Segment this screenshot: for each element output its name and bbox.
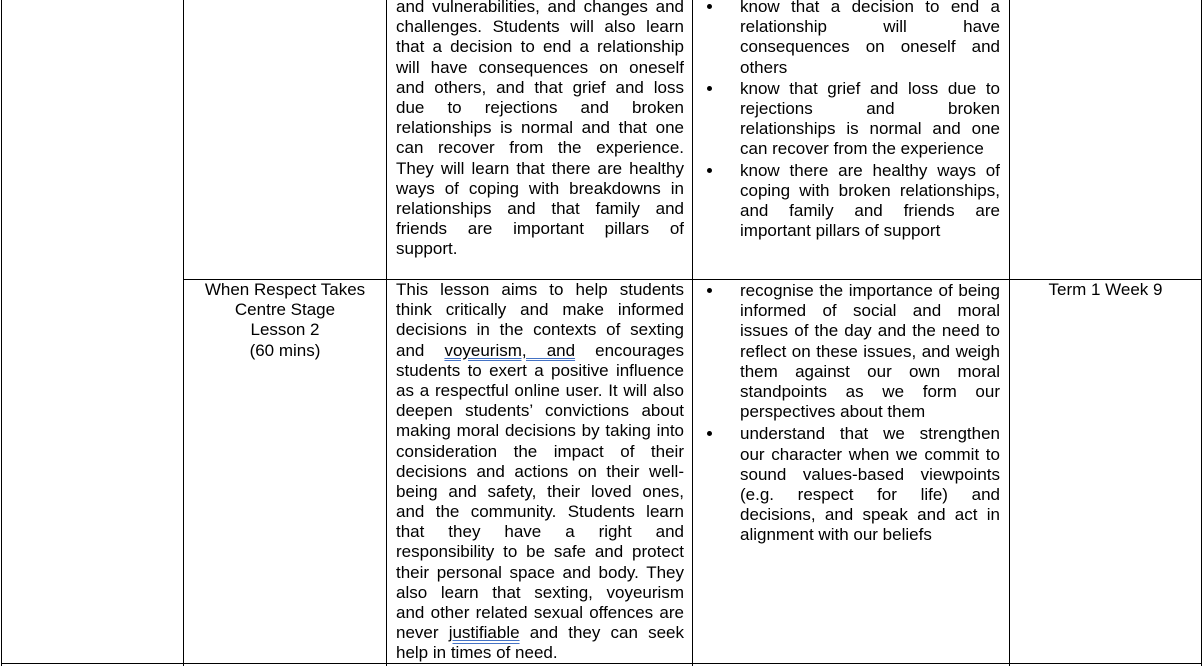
- desc-line: relationships and that family and: [396, 198, 684, 218]
- lesson-timing: [1010, 280, 1201, 300]
- desc-line: help in times of need.: [396, 643, 558, 663]
- desc-line: decisions in the contexts of sexting: [396, 320, 684, 340]
- desc-line: students to exert a positive influence: [396, 360, 684, 380]
- desc-line: think critically and make informed: [396, 300, 684, 320]
- outcome-line: know there are healthy ways of: [740, 160, 1000, 180]
- outcome-line: informed of social and moral: [740, 301, 1000, 321]
- desc-line: challenges. Students will also learn: [396, 17, 684, 37]
- bullet-icon: [707, 4, 712, 9]
- desc-line: that a decision to end a relationship: [396, 37, 684, 57]
- outcome-line: others: [740, 57, 788, 77]
- outcome-line: can recover from the experience: [740, 139, 984, 159]
- desc-line: and other related sexual offences are: [396, 603, 684, 622]
- outcome-line: sound values-based viewpoints: [740, 464, 1000, 484]
- title-line: Centre Stage: [234, 300, 336, 320]
- desc-line-justifiable: never justifiable and they can seek: [396, 623, 684, 643]
- title-line: (60 mins): [249, 340, 321, 360]
- outcome-line: relationship will have: [740, 17, 1000, 37]
- outcome-line: consequences on oneself and: [740, 37, 1000, 57]
- desc-line: due to rejections and broken: [396, 97, 684, 117]
- outcome-line: important pillars of support: [740, 221, 941, 241]
- desc-line: making moral decisions by taking into: [396, 421, 684, 441]
- outcome-line: coping with broken relationships,: [740, 180, 1000, 200]
- table-border-col3: [692, 0, 693, 666]
- desc-line: as a respectful online user. It will also: [396, 380, 684, 400]
- desc-line: friends are important pillars of: [396, 219, 684, 239]
- list-item: [740, 424, 1000, 545]
- outcome-line: and family and friends are: [740, 200, 1000, 220]
- desc-line: ways of coping with breakdowns in: [396, 178, 684, 198]
- outcome-line: our character when we commit to: [740, 444, 1000, 464]
- desc-line-voyeurism: and voyeurism, and encourages: [396, 340, 684, 360]
- bullet-icon: [707, 168, 712, 173]
- list-item: [740, 0, 1000, 78]
- proofing-mark: justifiable: [448, 623, 520, 643]
- bullet-icon: [707, 86, 712, 91]
- outcome-line: reflect on these issues, and weigh: [740, 341, 1000, 361]
- row2-outcomes: [740, 281, 1000, 545]
- lesson-title: [184, 280, 386, 361]
- table-border-left: [1, 0, 2, 666]
- outcome-line: them against our own moral: [740, 361, 1000, 381]
- desc-line: will have consequences on oneself: [396, 57, 684, 77]
- outcome-line: perspectives about them: [740, 402, 926, 422]
- desc-line: their personal space and body. They: [396, 562, 684, 582]
- desc-line: relationships is normal and that one: [396, 118, 684, 138]
- desc-line: and vulnerabilities, and changes and: [396, 0, 684, 16]
- outcome-line: rejections and broken: [740, 98, 1000, 118]
- title-line: When Respect Takes: [204, 280, 366, 299]
- table-border-col2: [386, 0, 387, 666]
- desc-line: They will learn that there are healthy: [396, 158, 684, 178]
- proofing-mark: voyeurism, and: [444, 340, 576, 360]
- desc-line: decisions and actions on their well-: [396, 461, 684, 481]
- timing-text: Term 1 Week 9: [1048, 280, 1163, 299]
- row1-description: [396, 0, 684, 259]
- bullet-icon: [707, 431, 712, 436]
- outcome-line: recognise the importance of being: [740, 281, 1000, 300]
- table-border-col4: [1009, 0, 1010, 666]
- desc-line: and others, and that grief and loss: [396, 77, 684, 97]
- bullet-icon: [707, 288, 712, 293]
- outcome-line: (e.g. respect for life) and: [740, 484, 1000, 504]
- outcome-line: decisions, and speak and act in: [740, 505, 1000, 525]
- outcome-line: relationships is normal and one: [740, 119, 1000, 139]
- desc-line: consideration the impact of their: [396, 441, 684, 461]
- desc-line: deepen students’ convictions about: [396, 401, 684, 421]
- desc-line: responsibility to be safe and protect: [396, 542, 684, 562]
- outcome-line: issues of the day and the need to: [740, 321, 1000, 341]
- outcome-line: know that a decision to end a: [740, 0, 1000, 16]
- desc-line: can recover from the experience.: [396, 138, 684, 158]
- desc-line: and the community. Students learn: [396, 502, 684, 522]
- row2-description: [396, 280, 684, 664]
- desc-line: This lesson aims to help students: [396, 280, 684, 299]
- desc-line: support.: [396, 239, 458, 259]
- title-line: Lesson 2: [250, 320, 320, 340]
- list-item: [740, 161, 1000, 242]
- outcome-line: understand that we strengthen: [740, 424, 1000, 444]
- desc-line: also learn that sexting, voyeurism: [396, 582, 684, 602]
- desc-line: being and safety, their loved ones,: [396, 481, 684, 501]
- list-item: [740, 281, 1000, 422]
- outcome-line: standpoints as we form our: [740, 381, 1000, 401]
- outcome-line: alignment with our beliefs: [740, 525, 932, 545]
- list-item: [740, 79, 1000, 160]
- desc-line: that they have a right and: [396, 522, 684, 542]
- row1-outcomes: [740, 0, 1000, 241]
- outcome-line: know that grief and loss due to: [740, 78, 1000, 98]
- table-border-right: [1201, 0, 1202, 666]
